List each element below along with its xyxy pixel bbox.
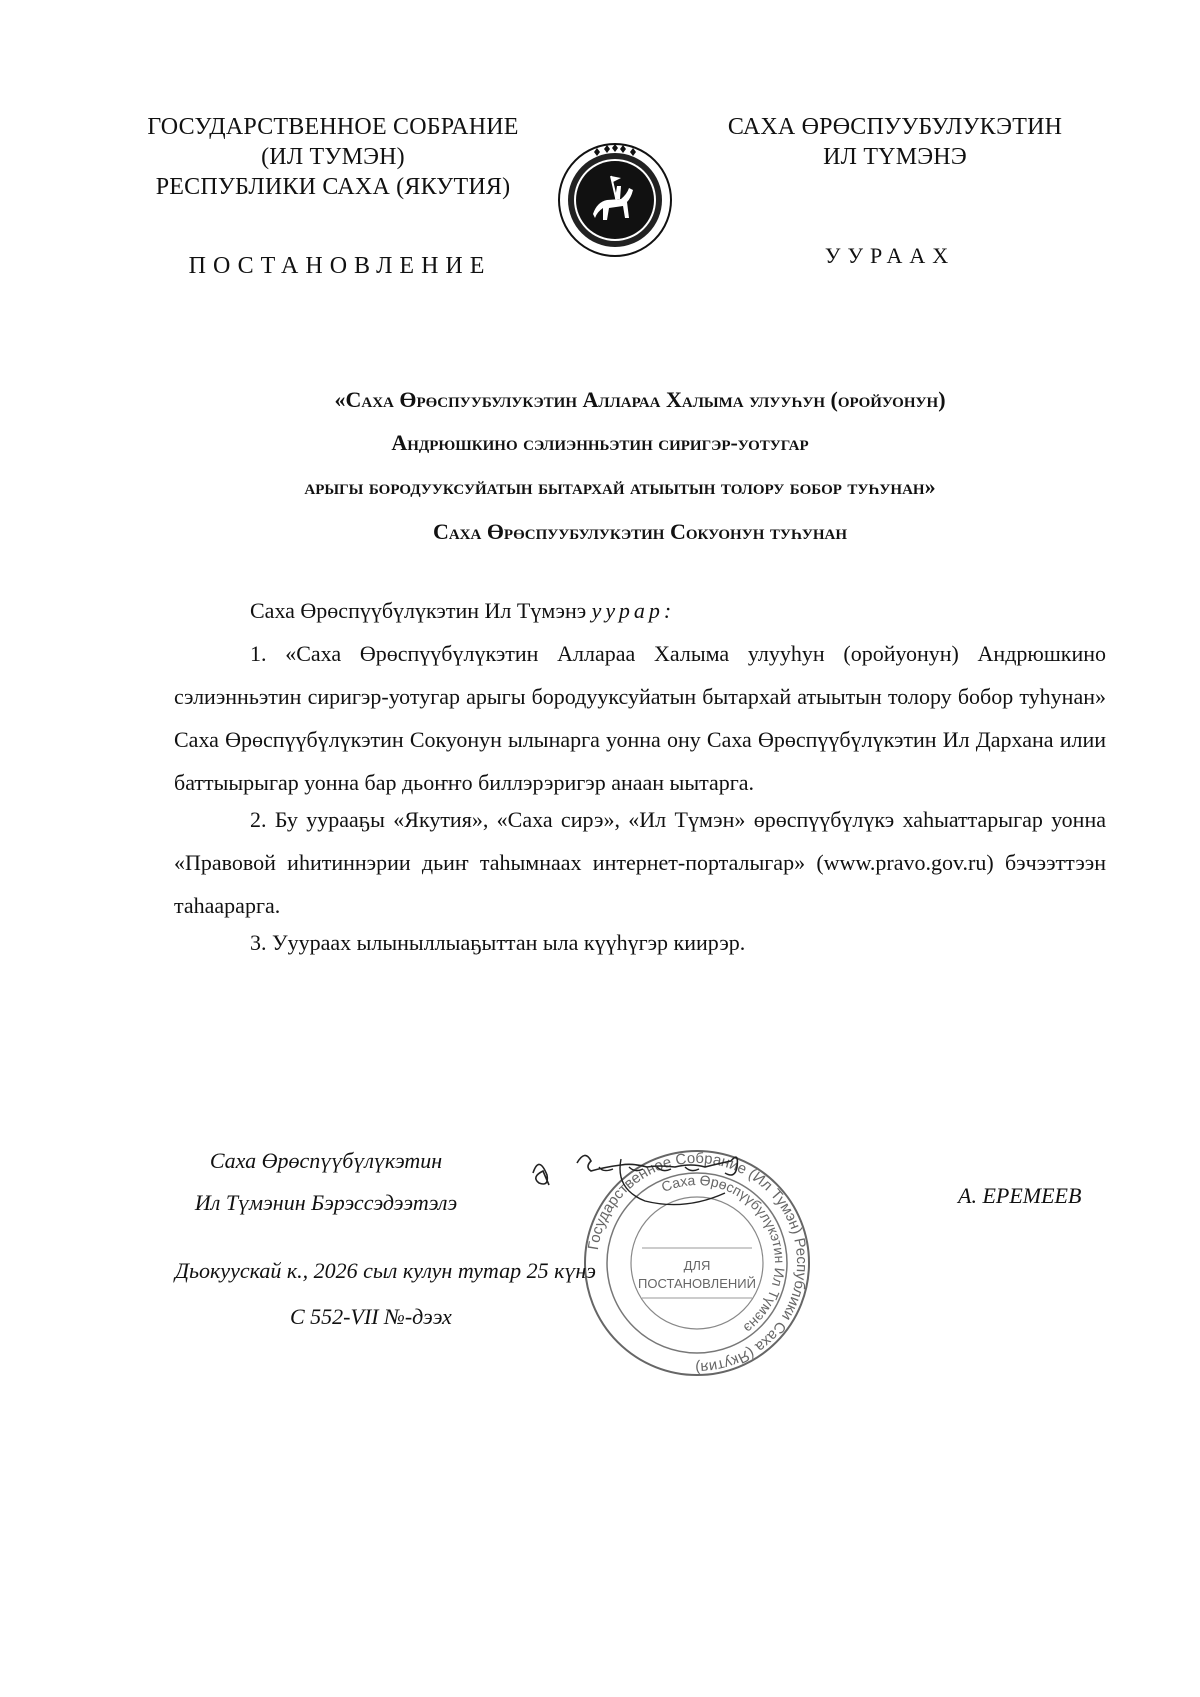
intro-text: Саха Өрөспүүбүлүкэтин Ил Түмэнэ	[250, 598, 592, 623]
title-line-2: Андрюшкино сэлиэнньэтин сиригэр-уотугар	[391, 430, 809, 455]
header-right	[700, 112, 1090, 172]
header-left	[118, 112, 548, 202]
paragraph-1-text: 1. «Саха Өрөспүүбүлүкэтин Аллараа Халыма улууһун (оройуонун) Андрюшкино сэлиэнньэтин сиригэр-уотугар арыгы бородууксуйатын бытархай атыытын толору бобор туһунан» Саха Өрөспүүбүлүкэтин Сокуонун ылынарга уонна ону Саха Өрөспүүбүлүкэтин Ил Дархана илии баттыырыгар уонна бар дьоҥҥо биллэрэригэр анаан ыытарга.	[174, 641, 1106, 795]
title-line-4: Саха Өрөспуубулукэтин Сокуонун туһунан	[432, 519, 848, 544]
paragraph-1	[174, 632, 1106, 804]
document-type-russian: ПОСТАНОВЛЕНИЕ	[188, 253, 492, 279]
signatory-title-line-1: Саха Өрөспүүбүлүкэтин	[209, 1148, 443, 1173]
seal-center-line-1: ДЛЯ	[683, 1258, 711, 1273]
header-right-line-1: САХА ӨРӨСПУУБУЛУКЭТИН	[727, 114, 1063, 140]
header-left-line-1: ГОСУДАРСТВЕННОЕ СОБРАНИЕ	[147, 114, 519, 140]
seal-inner-text: Саха Өрөспүүбүлүкэтин Ил Түмэнэ	[658, 1171, 789, 1337]
paragraph-2	[174, 798, 1106, 927]
title-line-1: «Саха Өрөспуубулукэтин Аллараа Халыма улууһун (оройуонун)	[334, 387, 946, 412]
paragraph-3-text: 3. Ууураах ылыныллыаҕыттан ыла күүһүгэр киирэр.	[250, 930, 746, 955]
header-right-line-2: ИЛ ТҮМЭНЭ	[823, 144, 967, 170]
coat-of-arms-emblem	[557, 142, 673, 258]
resolution-intro	[250, 598, 675, 624]
header-left-line-3: РЕСПУБЛИКИ САХА (ЯКУТИЯ)	[155, 174, 511, 200]
paragraph-2-text: 2. Бу уурааҕы «Якутия», «Саха сирэ», «Ил Түмэн» өрөспүүбүлүкэ хаһыаттарыгар уонна «Правовой иһитиннэрии дьиҥ таһымнаах интернет-порталыгар» (www.pravo.gov.ru) бэчээттээн таһаарарга.	[174, 807, 1106, 918]
signatory-name: А. ЕРЕМЕЕВ	[958, 1183, 1082, 1208]
title-line-3: арыгы бородууксуйатын бытархай атыытын толору бобор туһунан»	[304, 474, 936, 499]
document-type-yakut: УУРААХ	[824, 243, 956, 268]
seal-outer-text: Государственное Собрание (Ил Тумэн) Республики Саха (Якутия)	[584, 1149, 811, 1377]
signatory-title	[176, 1140, 476, 1224]
seal-center-line-2: ПОСТАНОВЛЕНИЙ	[638, 1276, 756, 1291]
header-left-line-2: (ИЛ ТУМЭН)	[261, 144, 405, 170]
handwritten-signature	[525, 1145, 815, 1225]
signatory-title-line-2: Ил Түмэнин Бэрэссэдээтэлэ	[194, 1190, 458, 1215]
place-and-date: Дьокуускай к., 2026 сыл кулун тутар 25 күнэ	[175, 1258, 596, 1283]
intro-emphasis: уурар:	[591, 598, 676, 623]
document-number: С 552-VII №-дээх	[290, 1304, 452, 1329]
paragraph-3	[174, 921, 1106, 964]
